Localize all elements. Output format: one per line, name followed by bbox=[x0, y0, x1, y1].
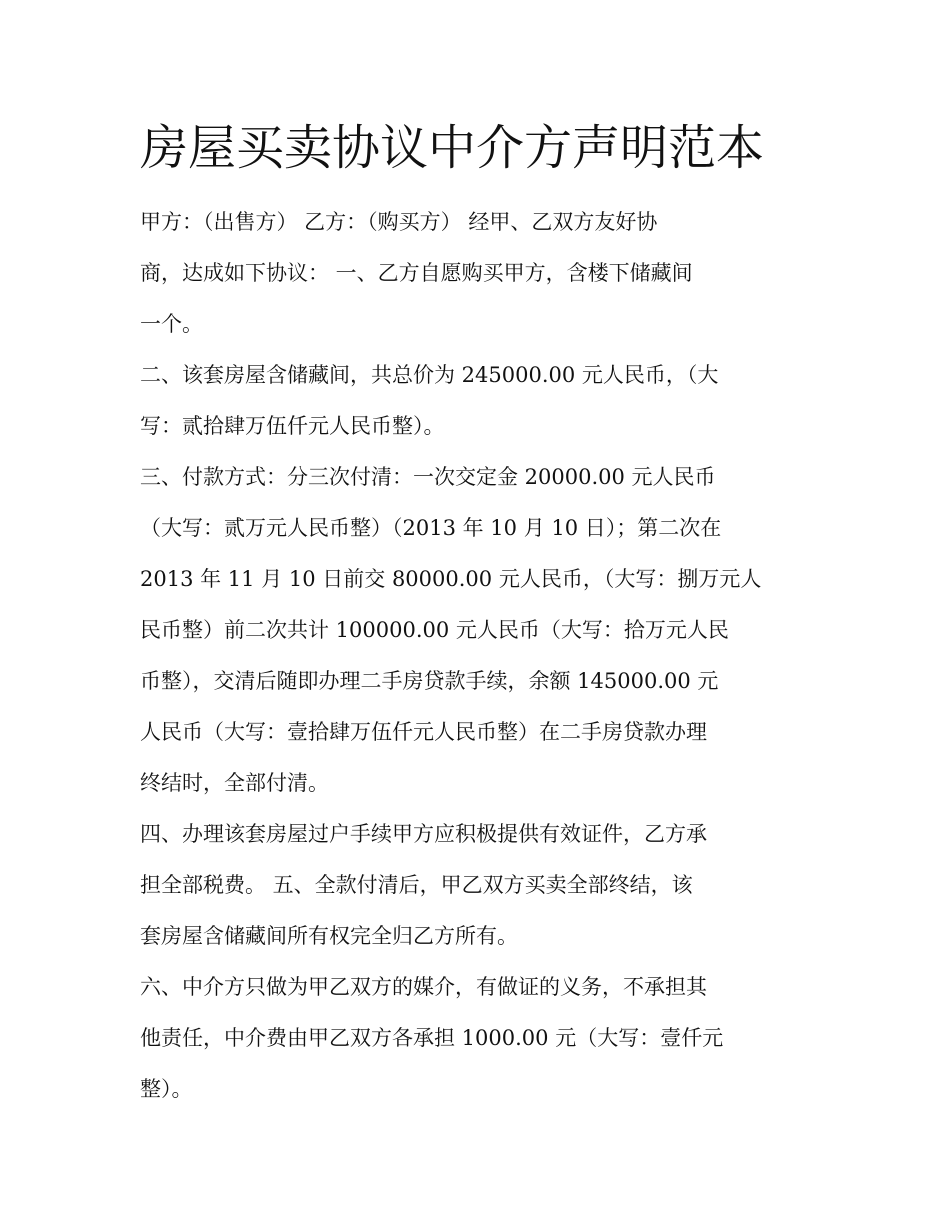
text-line: 商，达成如下协议： 一、乙方自愿购买甲方，含楼下储藏间 bbox=[140, 261, 693, 285]
text-line: 人民币（大写：壹拾肆万伍仟元人民币整）在二手房贷款办理 bbox=[140, 720, 707, 744]
text-line: 他责任，中介费由甲乙双方各承担 1000.00 元（大写：壹仟元 bbox=[140, 1026, 724, 1050]
text-line: 币整），交清后随即办理二手房贷款手续，余额 145000.00 元 bbox=[140, 669, 719, 693]
text-line: 终结时，全部付清。 bbox=[140, 771, 329, 795]
text-line: 套房屋含储藏间所有权完全归乙方所有。 bbox=[140, 924, 518, 948]
text-line: 四、办理该套房屋过户手续甲方应积极提供有效证件，乙方承 bbox=[140, 822, 707, 846]
text-line: 2013 年 11 月 10 日前交 80000.00 元人民币，（大写：捌万元人 bbox=[140, 567, 762, 591]
text-line: （大写：贰万元人民币整）（2013 年 10 月 10 日）；第二次在 bbox=[140, 516, 722, 540]
text-line: 六、中介方只做为甲乙双方的媒介，有做证的义务，不承担其 bbox=[140, 975, 707, 999]
paragraph-article-two-price bbox=[140, 350, 812, 452]
document-title: 房屋买卖协议中介方声明范本 bbox=[140, 120, 765, 176]
document-body bbox=[140, 197, 812, 1115]
paragraph-articles-four-five bbox=[140, 809, 812, 962]
paragraph-parties-and-article-one bbox=[140, 197, 812, 350]
paragraph-article-six-agency bbox=[140, 962, 812, 1115]
paragraph-article-three-payment bbox=[140, 452, 812, 809]
text-line: 民币整）前二次共计 100000.00 元人民币（大写：拾万元人民 bbox=[140, 618, 729, 642]
text-line: 三、付款方式：分三次付清：一次交定金 20000.00 元人民币 bbox=[140, 465, 716, 489]
text-line: 二、该套房屋含储藏间，共总价为 245000.00 元人民币，（大 bbox=[140, 363, 719, 387]
text-line: 担全部税费。 五、全款付清后，甲乙双方买卖全部终结，该 bbox=[140, 873, 693, 897]
text-line: 甲方：（出售方） 乙方：（购买方） 经甲、乙双方友好协 bbox=[140, 210, 658, 234]
text-line: 整）。 bbox=[140, 1077, 193, 1101]
text-line: 写：贰拾肆万伍仟元人民币整）。 bbox=[140, 414, 445, 438]
text-line: 一个。 bbox=[140, 312, 203, 336]
